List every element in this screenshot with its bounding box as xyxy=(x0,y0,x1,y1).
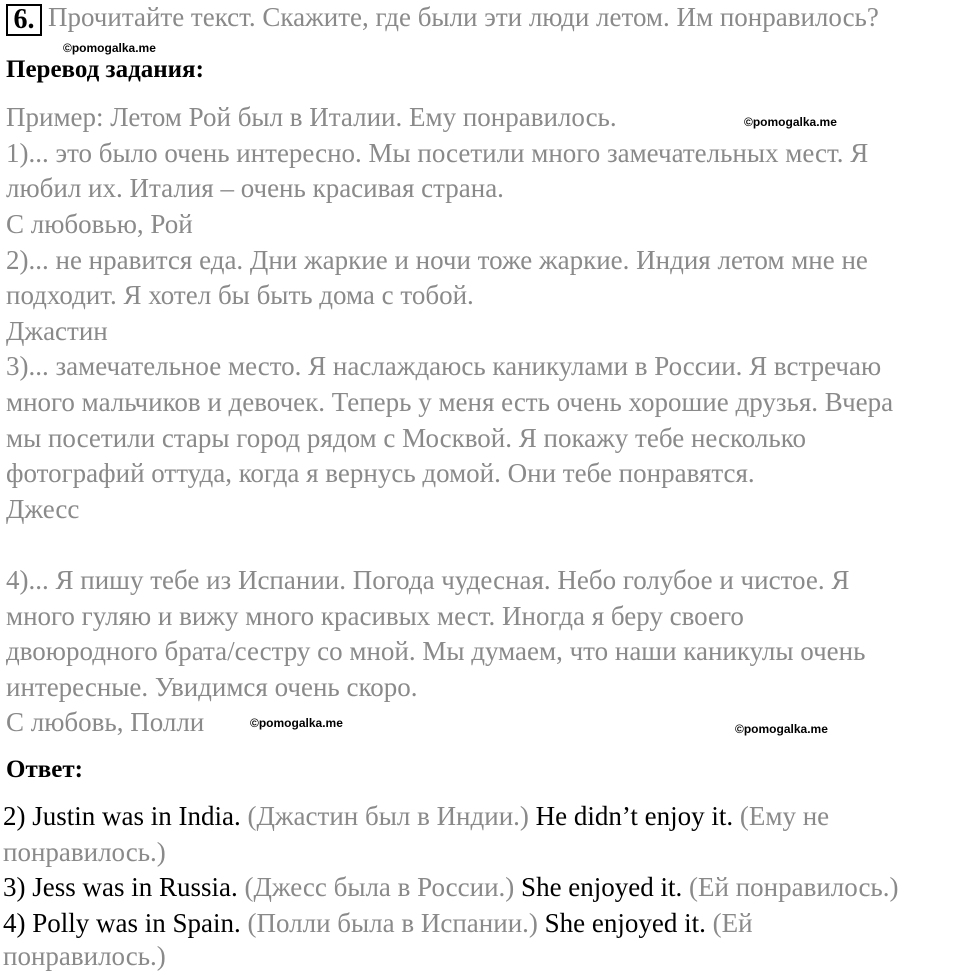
answer-english: 4) Polly was in Spain. xyxy=(3,908,241,938)
answer-russian: (Джастин был в Индии.) xyxy=(247,801,529,831)
task-number: 6. xyxy=(6,4,42,36)
translation-line: много мальчиков и девочек. Теперь у меня есть очень хорошие друзья. Вчера xyxy=(6,387,894,417)
answer-english: 2) Justin was in India. xyxy=(3,801,241,831)
translation-line: Пример: Летом Рой был в Италии. Ему понравилось. xyxy=(6,102,617,132)
translation-line: С любовь, Полли xyxy=(6,707,205,737)
translation-line: интересные. Увидимся очень скоро. xyxy=(6,672,418,702)
answer-russian: (Ей xyxy=(712,908,753,938)
translation-line: мы посетили стары город рядом с Москвой. Я покажу тебе несколько xyxy=(6,423,806,453)
answer-russian: понравилось.) xyxy=(3,837,166,867)
answer-english: He didn’t enjoy it. xyxy=(535,801,734,831)
translation-line: С любовью, Рой xyxy=(6,209,193,239)
answer-russian: (Полли была в Испании.) xyxy=(247,908,538,938)
translation-line: подходит. Я хотел бы быть дома с тобой. xyxy=(6,280,474,310)
answer-line xyxy=(3,905,753,941)
answer-english: She enjoyed it. xyxy=(544,908,706,938)
task-instruction: Прочитайте текст. Скажите, где были эти люди летом. Им понравилось? xyxy=(48,2,879,32)
answer-line xyxy=(3,834,166,870)
answer-russian: (Джесс была в России.) xyxy=(244,872,515,902)
translation-line: Джесс xyxy=(6,494,80,524)
watermark: ©pomogalka.me xyxy=(63,41,156,55)
translation-line: 1)... это было очень интересно. Мы посетили много замечательных мест. Я xyxy=(6,138,869,168)
answer-russian: (Ему не xyxy=(739,801,830,831)
translation-line: много гуляю и вижу много красивых мест. Иногда я беру своего xyxy=(6,601,744,631)
watermark: ©pomogalka.me xyxy=(744,115,837,129)
translation-line: любил их. Италия – очень красивая страна. xyxy=(6,173,504,203)
answer-line xyxy=(3,938,166,974)
translation-line: Джастин xyxy=(6,316,108,346)
translation-line: 3)... замечательное место. Я наслаждаюсь каникулами в России. Я встречаю xyxy=(6,351,882,381)
translation-line: фотографий оттуда, когда я вернусь домой. Они тебе понравятся. xyxy=(6,458,755,488)
translation-line: 4)... Я пишу тебе из Испании. Погода чудесная. Небо голубое и чистое. Я xyxy=(6,565,850,595)
answer-russian: понравилось.) xyxy=(3,941,166,971)
answer-english: She enjoyed it. xyxy=(521,872,683,902)
translation-line: 2)... не нравится еда. Дни жаркие и ночи тоже жаркие. Индия летом мне не xyxy=(6,245,868,275)
watermark: ©pomogalka.me xyxy=(735,722,828,736)
answer-line xyxy=(3,869,898,905)
watermark: ©pomogalka.me xyxy=(250,716,343,730)
answer-line xyxy=(3,798,829,834)
translation-heading: Перевод задания: xyxy=(6,56,204,83)
answer-russian: (Ей понравилось.) xyxy=(689,872,899,902)
translation-line: двоюродного брата/сестру со мной. Мы думаем, что наши каникулы очень xyxy=(6,636,866,666)
answer-heading: Ответ: xyxy=(6,756,83,783)
answer-english: 3) Jess was in Russia. xyxy=(3,872,238,902)
